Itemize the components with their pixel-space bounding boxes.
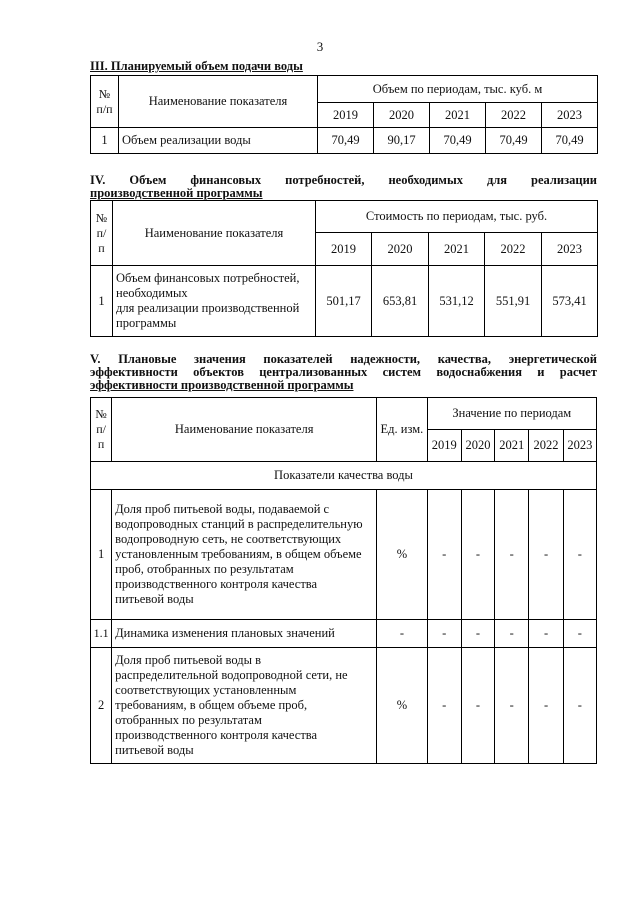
row-value: 653,81: [372, 266, 429, 337]
section5-name-header: Наименование показателя: [112, 398, 377, 462]
row-value: -: [495, 620, 529, 648]
section5-year: 2020: [461, 430, 494, 462]
row-value: 501,17: [316, 266, 372, 337]
row-value: 70,49: [542, 128, 598, 154]
section4-period-header: Стоимость по периодам, тыс. руб.: [316, 201, 598, 233]
row-unit: -: [377, 620, 427, 648]
section5-period-header: Значение по периодам: [427, 398, 596, 430]
section3-year: 2019: [318, 103, 374, 128]
section3-title: [90, 60, 597, 73]
section3-period-header: Объем по периодам, тыс. куб. м: [318, 76, 598, 103]
section4-num-header: № п/п: [91, 201, 113, 266]
section5-year: 2022: [529, 430, 563, 462]
row-value: -: [495, 490, 529, 620]
row-value: 70,49: [486, 128, 542, 154]
row-name: Объем реализации воды: [119, 128, 318, 154]
row-name: Объем финансовых потребностей, необходимых для реализации производственной программы: [113, 266, 316, 337]
section3-table: [90, 75, 598, 154]
row-number: 1: [91, 490, 112, 620]
row-number: 1: [91, 266, 113, 337]
row-number: 1.1: [91, 620, 112, 648]
row-value: 90,17: [374, 128, 430, 154]
section3-year: 2020: [374, 103, 430, 128]
row-value: 551,91: [485, 266, 542, 337]
section5-table: [90, 397, 597, 764]
row-value: 573,41: [542, 266, 598, 337]
section5-title-line1: V. Плановые значения показателей надежности, качества, энергетической: [90, 352, 597, 366]
section5-unit-header: Ед. изм.: [377, 398, 427, 462]
section3-name-header: Наименование показателя: [119, 76, 318, 128]
section4-title-line1: IV. Объем финансовых потребностей, необходимых для реализации: [90, 173, 597, 187]
row-value: -: [563, 490, 596, 620]
section3-title-text: III. Планируемый объем подачи воды: [90, 59, 303, 73]
row-value: -: [461, 648, 494, 764]
group-title: Показатели качества воды: [91, 462, 597, 490]
row-value: 70,49: [430, 128, 486, 154]
table-row: [91, 490, 597, 620]
section5-year: 2021: [495, 430, 529, 462]
section3-year: 2022: [486, 103, 542, 128]
row-value: -: [529, 490, 563, 620]
row-value: -: [427, 620, 461, 648]
section5-year: 2023: [563, 430, 596, 462]
section4-year: 2019: [316, 233, 372, 266]
section5-title: [90, 353, 597, 392]
section4-table: [90, 200, 598, 337]
section4-year: 2023: [542, 233, 598, 266]
row-value: -: [529, 620, 563, 648]
row-unit: %: [377, 648, 427, 764]
section3-num-header: № п/п: [91, 76, 119, 128]
row-value: -: [427, 490, 461, 620]
table-row: [91, 128, 598, 154]
row-value: -: [563, 648, 596, 764]
section4-year: 2020: [372, 233, 429, 266]
page-number: 3: [316, 39, 324, 54]
row-value: -: [461, 490, 494, 620]
row-value: 531,12: [429, 266, 485, 337]
section4-name-header: Наименование показателя: [113, 201, 316, 266]
section4-year: 2022: [485, 233, 542, 266]
row-number: 1: [91, 128, 119, 154]
row-value: -: [427, 648, 461, 764]
table-row: [91, 648, 597, 764]
row-number: 2: [91, 648, 112, 764]
row-unit: %: [377, 490, 427, 620]
section3-year: 2021: [430, 103, 486, 128]
row-name: Доля проб питьевой воды, подаваемой с водопроводных станций в распределительную водопроводную сеть, не соответствующих установленным требованиям, в общем объеме проб, отобранных по результатам производственного контроля качества питьевой воды: [112, 490, 377, 620]
section5-title-line2: эффективности объектов централизованных систем водоснабжения и расчет: [90, 365, 597, 379]
section5-title-line3: эффективности производственной программы: [90, 378, 354, 392]
row-name: Динамика изменения плановых значений: [112, 620, 377, 648]
section3-year: 2023: [542, 103, 598, 128]
section5-year: 2019: [427, 430, 461, 462]
row-value: -: [529, 648, 563, 764]
section4-title-line2: производственной программы: [90, 186, 263, 200]
row-value: -: [563, 620, 596, 648]
row-value: -: [495, 648, 529, 764]
table-row: [91, 266, 598, 337]
section4-title: [90, 174, 597, 200]
row-name: Доля проб питьевой воды в распределительной водопроводной сети, не соответствующих установленным требованиям, в общем объеме проб, отобранных по результатам производственного контроля качества питьевой воды: [112, 648, 377, 764]
row-value: 70,49: [318, 128, 374, 154]
section5-num-header: № п/п: [91, 398, 112, 462]
row-value: -: [461, 620, 494, 648]
table-row: [91, 620, 597, 648]
section4-year: 2021: [429, 233, 485, 266]
